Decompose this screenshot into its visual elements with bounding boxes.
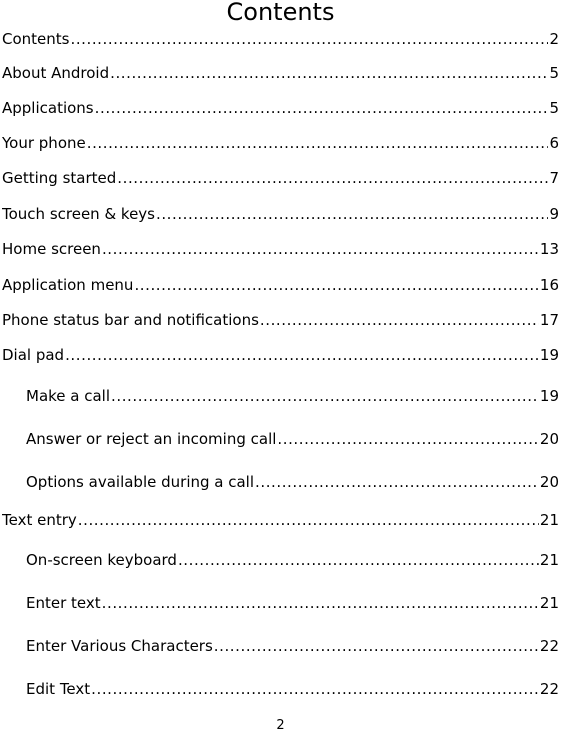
toc-entry-label: Answer or reject an incoming call [26, 430, 277, 448]
toc-entry-label: Make a call [26, 387, 111, 405]
toc-leader-dots [134, 275, 538, 295]
toc-entry-page: 13 [539, 240, 559, 258]
toc-entry-about-android[interactable] [2, 63, 559, 85]
toc-entry-label: Home screen [2, 240, 101, 258]
toc-entry-page: 22 [539, 637, 559, 655]
toc-leader-dots [277, 429, 539, 449]
toc-leader-dots [102, 239, 539, 259]
toc-entry-label: Phone status bar and notifications [2, 311, 259, 329]
toc-entry-getting-started[interactable] [2, 168, 559, 190]
toc-entry-options-during-call[interactable] [26, 472, 559, 494]
toc-entry-page: 19 [539, 387, 559, 405]
toc-entry-label: Dial pad [2, 346, 65, 364]
toc-entry-label: Text entry [2, 511, 77, 529]
toc-entry-label: Enter text [26, 594, 101, 612]
toc-entry-label: Your phone [2, 134, 86, 152]
toc-entry-applications[interactable] [2, 98, 559, 120]
page-number: 2 [276, 718, 285, 733]
toc-entry-page: 2 [549, 30, 559, 48]
toc-entry-enter-various-characters[interactable] [26, 636, 559, 658]
page-title: Contents [226, 0, 335, 26]
toc-entry-page: 21 [539, 551, 559, 569]
toc-entry-page: 17 [539, 311, 559, 329]
toc-entry-page: 16 [539, 276, 559, 294]
toc-leader-dots [70, 29, 548, 49]
toc-entry-phone-status-bar[interactable] [2, 310, 559, 332]
toc-leader-dots [102, 593, 539, 613]
toc-entry-page: 21 [539, 511, 559, 529]
toc-entry-page: 20 [539, 473, 559, 491]
toc-entry-label: Edit Text [26, 680, 91, 698]
toc-entry-page: 22 [539, 680, 559, 698]
toc-leader-dots [178, 550, 539, 570]
toc-entry-page: 5 [549, 64, 559, 82]
toc-entry-label: Applications [2, 99, 94, 117]
toc-entry-page: 20 [539, 430, 559, 448]
toc-entry-edit-text[interactable] [26, 679, 559, 701]
toc-entry-dial-pad[interactable] [2, 345, 559, 367]
toc-entry-page: 5 [549, 99, 559, 117]
toc-entry-answer-or-reject[interactable] [26, 429, 559, 451]
toc-entry-page: 7 [549, 169, 559, 187]
toc-entry-touch-screen-keys[interactable] [2, 204, 559, 226]
toc-entry-contents[interactable] [2, 29, 559, 51]
toc-leader-dots [95, 98, 549, 118]
toc-entry-page: 19 [539, 346, 559, 364]
toc-leader-dots [117, 168, 548, 188]
toc-entry-on-screen-keyboard[interactable] [26, 550, 559, 572]
toc-entry-page: 6 [549, 134, 559, 152]
toc-entry-your-phone[interactable] [2, 133, 559, 155]
toc-entry-text-entry[interactable] [2, 510, 559, 532]
toc-entry-page: 9 [549, 205, 559, 223]
toc-entry-label: About Android [2, 64, 110, 82]
toc-entry-enter-text[interactable] [26, 593, 559, 615]
toc-leader-dots [65, 345, 539, 365]
toc-entry-label: Application menu [2, 276, 134, 294]
toc-leader-dots [255, 472, 539, 492]
toc-leader-dots [87, 133, 549, 153]
toc-leader-dots [91, 679, 539, 699]
toc-entry-application-menu[interactable] [2, 275, 559, 297]
toc-entry-page: 21 [539, 594, 559, 612]
toc-entry-label: On-screen keyboard [26, 551, 177, 569]
toc-leader-dots [111, 386, 539, 406]
toc-entry-home-screen[interactable] [2, 239, 559, 261]
toc-entry-label: Options available during a call [26, 473, 255, 491]
toc-entry-label: Contents [2, 30, 70, 48]
toc-leader-dots [78, 510, 539, 530]
toc-leader-dots [156, 204, 548, 224]
toc-leader-dots [110, 63, 548, 83]
toc-entry-label: Getting started [2, 169, 117, 187]
toc-entry-label: Touch screen & keys [2, 205, 155, 223]
toc-entry-make-a-call[interactable] [26, 386, 559, 408]
toc-leader-dots [260, 310, 539, 330]
toc-leader-dots [214, 636, 539, 656]
toc-entry-label: Enter Various Characters [26, 637, 213, 655]
